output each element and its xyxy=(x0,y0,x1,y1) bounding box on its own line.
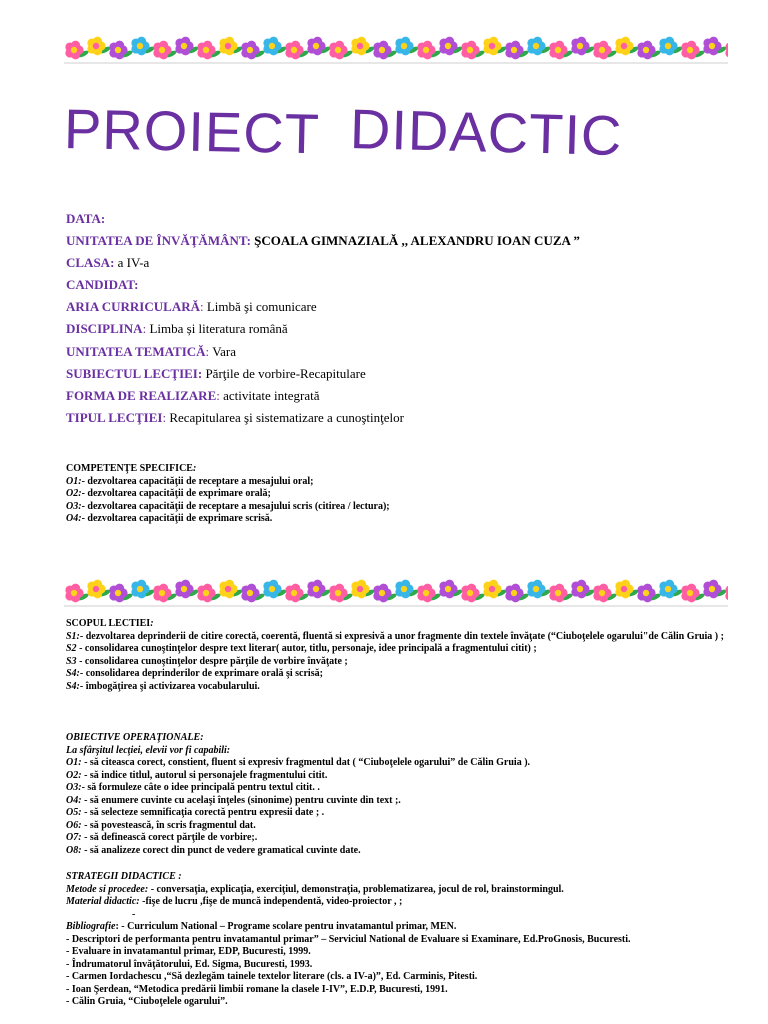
flower-icon xyxy=(505,584,529,603)
flower-icon xyxy=(351,37,375,56)
flower-icon xyxy=(549,584,573,603)
flower-icon xyxy=(527,37,551,56)
obiective-section xyxy=(66,732,746,857)
flower-icon xyxy=(87,37,111,56)
flower-icon xyxy=(505,41,529,60)
field-subiectul: SUBIECTUL LECŢIEI: Părţile de vorbire-Recapitulare xyxy=(66,365,366,381)
list-item: S1:- dezvoltarea deprinderii de citire corectă, coerentă, fluentă si expresivă a unor fragmente din textele învăţate (“Ciuboţelele ogarului"de Călin Gruia ) ; xyxy=(66,630,724,642)
flower-icon xyxy=(197,584,221,603)
flower-icon xyxy=(571,37,595,56)
flower-icon xyxy=(175,580,199,599)
flower-icon xyxy=(637,584,661,603)
flower-icon xyxy=(197,41,221,60)
flower-icon xyxy=(87,580,111,599)
flower-icon xyxy=(263,580,287,599)
obiective-intro: La sfârşitul lecţiei, elevii vor fi capabili: xyxy=(66,744,231,756)
field-unitatea: UNITATEA DE ÎNVĂŢĂMÂNT: ŞCOALA GIMNAZIALĂ ,, ALEXANDRU IOAN CUZA ” xyxy=(66,233,580,249)
flower-icon xyxy=(417,584,441,603)
flower-icon xyxy=(483,580,507,599)
flower-icon xyxy=(153,584,177,603)
list-item: O5: - să selecteze semnificaţia corectă pentru expresii date ; . xyxy=(66,807,325,818)
flower-icon xyxy=(439,580,463,599)
list-item: O4:- dezvoltarea capacităţii de exprimare scrisă. xyxy=(66,513,273,524)
flower-icon xyxy=(219,37,243,56)
flower-icon xyxy=(131,37,155,56)
competente-heading: COMPETENŢE SPECIFICE: xyxy=(66,463,197,474)
flower-icon xyxy=(109,584,133,603)
flower-icon xyxy=(307,37,331,56)
flower-icon xyxy=(725,584,728,603)
flower-icon xyxy=(373,41,397,60)
flower-border-top xyxy=(64,31,728,65)
list-item: O3:- să formuleze câte o idee principală pentru textul citit. . xyxy=(66,782,320,793)
header-info xyxy=(66,208,726,429)
flower-icon xyxy=(395,37,419,56)
list-item: O1:- dezvoltarea capacităţii de receptare a mesajului oral; xyxy=(66,475,314,487)
flower-icon xyxy=(263,37,287,56)
flower-icon xyxy=(351,580,375,599)
flower-icon xyxy=(175,37,199,56)
page-title xyxy=(63,96,624,168)
field-unitatea-tematica: UNITATEA TEMATICĂ: Vara xyxy=(66,343,237,359)
flower-icon xyxy=(131,580,155,599)
flower-border-middle xyxy=(64,574,728,608)
list-item: O7: - să definească corect părţile de vorbire;. xyxy=(66,832,258,843)
flower-garland-icon xyxy=(64,31,728,65)
list-item: - Ioan Şerdean, “Metodica predării limbii romane la clasele I-IV”, E.D.P, Bucuresti, 1991. xyxy=(66,983,448,995)
list-item: - Călin Gruia, “Ciuboţelele ogarului”. xyxy=(66,996,228,1007)
list-item: O6: - să povestească, în scris fragmentul dat. xyxy=(66,819,256,831)
obiective-heading: OBIECTIVE OPERAŢIONALE: xyxy=(66,732,204,743)
flower-icon xyxy=(109,41,133,60)
field-aria: ARIA CURRICULARĂ: Limbă şi comunicare xyxy=(66,299,317,315)
flower-icon xyxy=(241,584,265,603)
flower-icon xyxy=(593,41,617,60)
flower-icon xyxy=(285,584,309,603)
strategii-section xyxy=(66,871,746,1009)
flower-icon xyxy=(615,580,639,599)
list-item: O1: - să citeasca corect, constient, fluent si expresiv fragmentul dat ( “Ciuboţelele ogarului” de Călin Gruia ). xyxy=(66,757,531,768)
field-candidat: CANDIDAT: xyxy=(66,277,139,293)
title-word-2: DIDACTIC xyxy=(349,97,624,168)
flower-icon xyxy=(329,584,353,603)
flower-icon xyxy=(307,580,331,599)
flower-icon xyxy=(153,41,177,60)
list-item: O3:- dezvoltarea capacităţii de receptare a mesajului scris (citirea / lectura); xyxy=(66,500,390,512)
flower-icon xyxy=(373,584,397,603)
field-data: DATA: xyxy=(66,211,106,226)
flower-icon xyxy=(725,41,728,60)
field-tipul: TIPUL LECŢIEI: Recapitularea şi sistematizare a cunoştinţelor xyxy=(66,409,404,425)
flower-icon xyxy=(417,41,441,60)
flower-icon xyxy=(329,41,353,60)
scopul-heading: SCOPUL LECTIEI: xyxy=(66,618,154,629)
flower-icon xyxy=(527,580,551,599)
flower-icon xyxy=(703,580,727,599)
list-item: - Îndrumatorul învăţătorului, Ed. Sigma, Bucuresti, 1993. xyxy=(66,958,313,970)
flower-icon xyxy=(65,584,89,603)
flower-icon xyxy=(593,584,617,603)
flower-icon xyxy=(549,41,573,60)
flower-icon xyxy=(703,37,727,56)
list-item: - Descriptori de performanta pentru invatamantul primar” – Serviciul National de Evaluare si Examinare, Ed.ProGnosis, Bucuresti. xyxy=(66,933,631,945)
list-item: O4: - să enumere cuvinte cu acelaşi înţeles (sinonime) pentru cuvinte din text ;. xyxy=(66,794,401,806)
list-item: O8: - să analizeze corect din punct de vedere gramatical cuvinte date. xyxy=(66,844,361,856)
list-item: S4:- îmbogăţirea şi activizarea vocabularului. xyxy=(66,680,260,692)
list-item: O2: - să indice titlul, autorul si personajele fragmentului citit. xyxy=(66,769,328,781)
flower-garland-icon xyxy=(64,574,728,608)
flower-icon xyxy=(681,41,705,60)
flower-icon xyxy=(571,580,595,599)
flower-icon xyxy=(637,41,661,60)
flower-icon xyxy=(659,37,683,56)
metode-line: Metode si procedee: - conversaţia, explicaţia, exerciţiul, demonstraţia, problematizarea, jocul de rol, brainstormingul. xyxy=(66,883,564,895)
flower-icon xyxy=(681,584,705,603)
flower-icon xyxy=(659,580,683,599)
dash-line: - xyxy=(132,908,136,920)
flower-icon xyxy=(241,41,265,60)
scopul-section xyxy=(66,618,746,693)
flower-icon xyxy=(219,580,243,599)
field-clasa: CLASA: a IV-a xyxy=(66,255,150,271)
list-item: S2 - consolidarea cunoştinţelor despre text literar( autor, titlu, personaje, idee principală a fragmentului citit) ; xyxy=(66,643,537,654)
flower-icon xyxy=(615,37,639,56)
flower-icon xyxy=(395,580,419,599)
list-item: S3 - consolidarea cunoştinţelor despre părţile de vorbire învăţate ; xyxy=(66,655,348,667)
title-word-1: PROIECT xyxy=(63,97,321,166)
field-disciplina: DISCIPLINA: Limba și literatura română xyxy=(66,321,288,337)
list-item: S4:- consolidarea deprinderilor de exprimare orală şi scrisă; xyxy=(66,668,323,679)
flower-icon xyxy=(439,37,463,56)
list-item: O2:- dezvoltarea capacităţii de exprimare orală; xyxy=(66,488,271,499)
flower-icon xyxy=(483,37,507,56)
competente-section xyxy=(66,463,746,526)
strategii-heading: STRATEGII DIDACTICE : xyxy=(66,871,182,882)
flower-icon xyxy=(461,584,485,603)
list-item: - Carmen Iordachescu ,“Să dezlegăm tainele textelor literare (cls. a IV-a)”, Ed. Carminis, Pitesti. xyxy=(66,971,478,982)
bibliografie-line: Bibliografie: - Curriculum National – Programe scolare pentru invatamantul primar, MEN. xyxy=(66,921,457,932)
material-line: Material didactic: -fişe de lucru ,fişe de muncă independentă, video-proiector , ; xyxy=(66,896,403,907)
field-forma: FORMA DE REALIZARE: activitate integrată xyxy=(66,387,320,403)
flower-icon xyxy=(285,41,309,60)
list-item: - Evaluare in invatamantul primar, EDP, Bucuresti, 1999. xyxy=(66,946,311,957)
flower-icon xyxy=(65,41,89,60)
flower-icon xyxy=(461,41,485,60)
